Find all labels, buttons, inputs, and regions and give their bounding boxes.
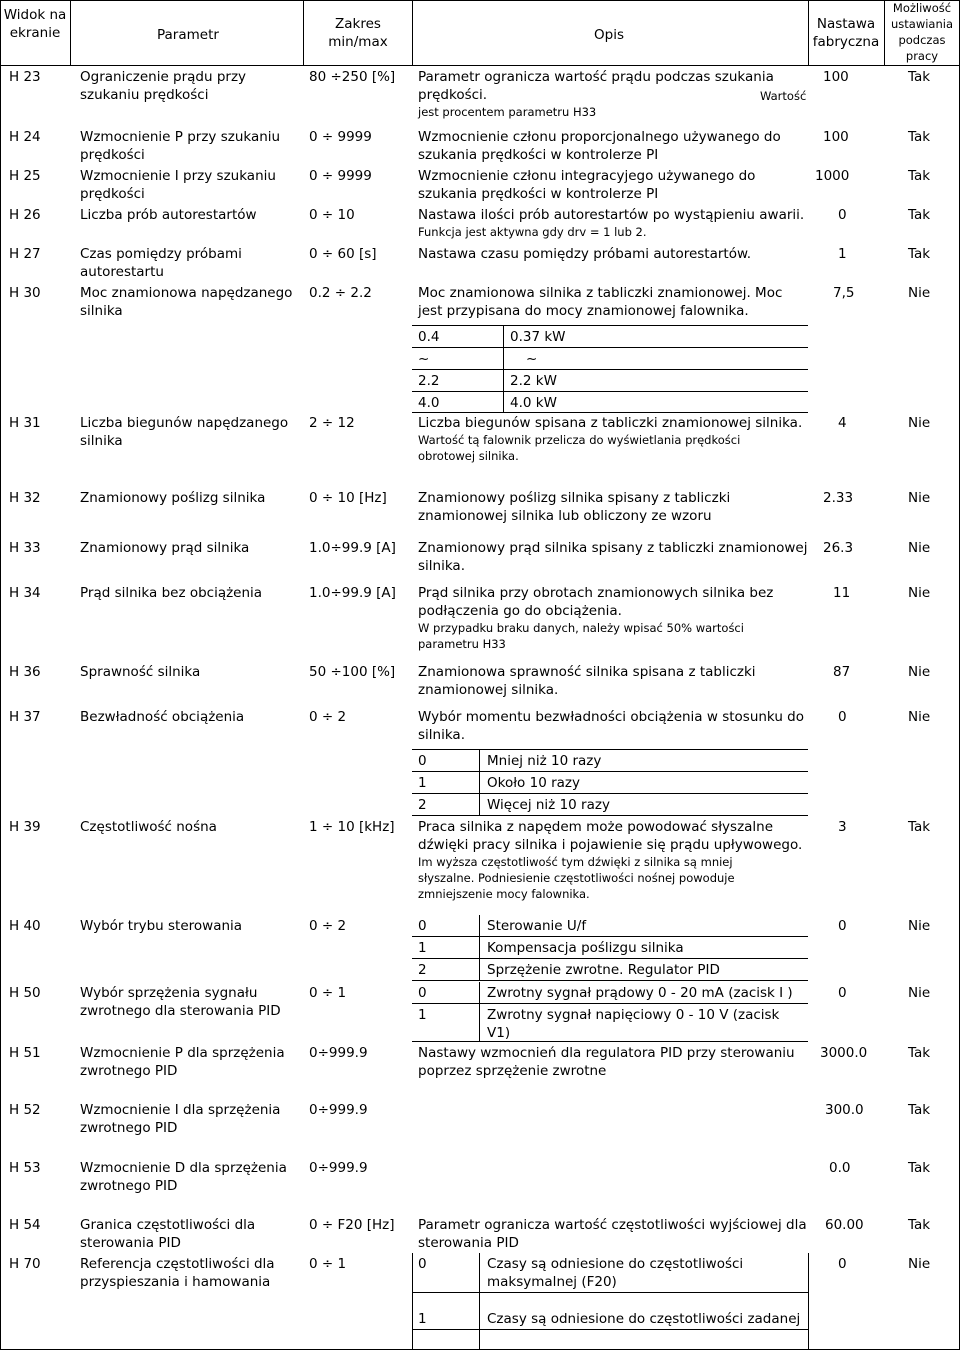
- grid-line: [479, 749, 480, 815]
- grid-line: [412, 793, 808, 794]
- grid-line: [412, 391, 808, 392]
- cell-text: Bezwładność obciążenia: [80, 709, 245, 725]
- cell-text: Zwrotny sygnał napięciowy 0 - 10 V (zacisk: [487, 1007, 780, 1023]
- grid-line: [412, 1292, 808, 1293]
- cell-text: Nie: [908, 490, 931, 506]
- cell-text: autorestartu: [80, 264, 164, 280]
- cell-text: 3000.0: [820, 1045, 868, 1061]
- cell-text: prędkości: [80, 147, 145, 163]
- parameter-code: H 37: [9, 709, 41, 725]
- parameter-code: H 36: [9, 664, 41, 680]
- cell-text: Wzmocnienie P przy szukaniu: [80, 129, 281, 145]
- cell-text: przyspieszania i hamowania: [80, 1274, 271, 1290]
- cell-text: Tak: [908, 1102, 931, 1118]
- cell-text: jest przypisana do mocy znamionowej falownika.: [418, 303, 749, 319]
- cell-text: 0.2 ÷ 2.2: [309, 285, 372, 301]
- parameter-code: H 70: [9, 1256, 41, 1272]
- grid-line: [70, 0, 71, 65]
- parameter-code: H 53: [9, 1160, 41, 1176]
- cell-text: Tak: [908, 1217, 931, 1233]
- cell-text: Znamionowy poślizg silnika spisany z tabliczki: [418, 490, 731, 506]
- parameter-code: H 34: [9, 585, 41, 601]
- cell-text: Wartość: [760, 89, 807, 103]
- cell-text: Referencja częstotliwości dla: [80, 1256, 275, 1272]
- cell-text: 0.0: [829, 1160, 851, 1176]
- cell-text: Wzmocnienie D dla sprzężenia: [80, 1160, 287, 1176]
- cell-text: Granica częstotliwości dla: [80, 1217, 256, 1233]
- grid-line: [412, 936, 808, 937]
- cell-text: zwrotnego PID: [80, 1063, 178, 1079]
- cell-text: Tak: [908, 819, 931, 835]
- cell-text: Nie: [908, 585, 931, 601]
- cell-text: Nie: [908, 415, 931, 431]
- grid-line: [412, 1041, 808, 1042]
- cell-text: Kompensacja poślizgu silnika: [487, 940, 684, 956]
- grid-line: [412, 369, 808, 370]
- cell-text: Tak: [908, 207, 931, 223]
- cell-text: zwrotnego PID: [80, 1178, 178, 1194]
- grid-line: [412, 325, 808, 326]
- cell-text: 2.2: [418, 373, 440, 389]
- cell-text: Im wyższa częstotliwość tym dźwięki z silnika są mniej: [418, 855, 733, 869]
- cell-text: znamionowej silnika lub obliczony ze wzoru: [418, 508, 712, 524]
- cell-text: 100: [823, 69, 849, 85]
- cell-text: Moc znamionowa silnika z tabliczki znamionowej. Moc: [418, 285, 783, 301]
- cell-text: 2: [418, 797, 427, 813]
- cell-text: Znamionowa sprawność silnika spisana z tabliczki: [418, 664, 756, 680]
- parameter-code: H 25: [9, 168, 41, 184]
- grid-line: [0, 0, 1, 1350]
- header-nastawa: Nastawa fabryczna: [812, 16, 880, 50]
- grid-line: [479, 982, 480, 1041]
- parameter-code: H 23: [9, 69, 41, 85]
- cell-text: 1: [418, 1007, 427, 1023]
- grid-line: [412, 1003, 808, 1004]
- cell-text: 0÷999.9: [309, 1045, 368, 1061]
- cell-text: Tak: [908, 1160, 931, 1176]
- cell-text: zwrotnego PID: [80, 1120, 178, 1136]
- header-mozliwosc: Możliwość ustawiania podczas pracy: [890, 1, 953, 63]
- cell-text: 0÷999.9: [309, 1160, 368, 1176]
- cell-text: sterowania PID: [80, 1235, 181, 1251]
- cell-text: 0 ÷ 10: [309, 207, 355, 223]
- cell-text: zwrotnego dla sterowania PID: [80, 1003, 281, 1019]
- cell-text: 1 ÷ 10 [kHz]: [309, 819, 395, 835]
- cell-text: jest procentem parametru H33: [418, 105, 597, 119]
- cell-text: Wzmocnienie I przy szukaniu: [80, 168, 276, 184]
- cell-text: 7,5: [833, 285, 855, 301]
- cell-text: szukania prędkości w kontrolerze PI: [418, 147, 659, 163]
- cell-text: prędkości.: [418, 87, 488, 103]
- grid-line: [412, 347, 808, 348]
- cell-text: 1.0÷99.9 [A]: [309, 540, 396, 556]
- cell-text: Około 10 razy: [487, 775, 580, 791]
- grid-line: [412, 749, 808, 750]
- cell-text: 26.3: [823, 540, 854, 556]
- cell-text: Prąd silnika bez obciążenia: [80, 585, 263, 601]
- cell-text: 11: [833, 585, 851, 601]
- cell-text: 0÷999.9: [309, 1102, 368, 1118]
- cell-text: znamionowej silnika.: [418, 682, 559, 698]
- cell-text: Nie: [908, 285, 931, 301]
- parameter-code: H 40: [9, 918, 41, 934]
- grid-line: [884, 0, 885, 65]
- cell-text: ~: [526, 351, 538, 367]
- cell-text: 0: [838, 709, 847, 725]
- cell-text: Nastawy wzmocnień dla regulatora PID przy sterowaniu: [418, 1045, 795, 1061]
- parameter-code: H 50: [9, 985, 41, 1001]
- parameter-code: H 39: [9, 819, 41, 835]
- parameter-code: H 24: [9, 129, 41, 145]
- grid-line: [412, 958, 808, 959]
- cell-text: Czas pomiędzy próbami: [80, 246, 242, 262]
- cell-text: Wybór sprzężenia sygnału: [80, 985, 258, 1001]
- cell-text: Tak: [908, 69, 931, 85]
- header-parametr: Parametr: [157, 27, 219, 43]
- cell-text: Nie: [908, 709, 931, 725]
- cell-text: 0 ÷ 10 [Hz]: [309, 490, 387, 506]
- cell-text: obrotowej silnika.: [418, 449, 519, 463]
- cell-text: Wzmocnienie członu proporcjonalnego używanego do: [418, 129, 781, 145]
- cell-text: Nie: [908, 540, 931, 556]
- cell-text: silnika: [80, 433, 123, 449]
- cell-text: Nie: [908, 1256, 931, 1272]
- cell-text: maksymalnej (F20): [487, 1274, 617, 1290]
- cell-text: parametru H33: [418, 637, 506, 651]
- cell-text: Sprawność silnika: [80, 664, 201, 680]
- cell-text: Praca silnika z napędem może powodować słyszalne: [418, 819, 774, 835]
- cell-text: Wzmocnienie I dla sprzężenia: [80, 1102, 281, 1118]
- cell-text: Ograniczenie prądu przy: [80, 69, 247, 85]
- cell-text: 80 ÷250 [%]: [309, 69, 396, 85]
- cell-text: 1: [418, 1311, 427, 1327]
- cell-text: Tak: [908, 246, 931, 262]
- cell-text: Wybór momentu bezwładności obciążenia w stosunku do: [418, 709, 805, 725]
- cell-text: Parametr ogranicza wartość prądu podczas szukania: [418, 69, 774, 85]
- grid-line: [503, 325, 504, 412]
- cell-text: słyszalne. Podniesienie częstotliwości nośnej powoduje: [418, 871, 735, 885]
- cell-text: V1): [487, 1025, 511, 1041]
- cell-text: 1.0÷99.9 [A]: [309, 585, 396, 601]
- cell-text: 2 ÷ 12: [309, 415, 355, 431]
- parameter-code: H 51: [9, 1045, 41, 1061]
- grid-line: [0, 0, 960, 1]
- cell-text: Tak: [908, 1045, 931, 1061]
- grid-line: [0, 65, 960, 66]
- cell-text: 2.33: [823, 490, 854, 506]
- cell-text: 0 ÷ 1: [309, 985, 347, 1001]
- grid-line: [479, 1253, 480, 1349]
- cell-text: Wzmocnienie członu integracyjego używanego do: [418, 168, 756, 184]
- cell-text: zmniejszenie mocy falownika.: [418, 887, 590, 901]
- cell-text: 300.0: [825, 1102, 864, 1118]
- cell-text: 0 ÷ 2: [309, 918, 347, 934]
- grid-line: [808, 0, 809, 65]
- cell-text: Liczba prób autorestartów: [80, 207, 257, 223]
- cell-text: 4.0: [418, 395, 440, 411]
- cell-text: 0 ÷ 2: [309, 709, 347, 725]
- cell-text: Znamionowy poślizg silnika: [80, 490, 266, 506]
- grid-line: [808, 1253, 809, 1349]
- cell-text: Nie: [908, 918, 931, 934]
- cell-text: 0 ÷ 60 [s]: [309, 246, 377, 262]
- grid-line: [412, 1253, 413, 1349]
- cell-text: 50 ÷100 [%]: [309, 664, 396, 680]
- parameter-code: H 31: [9, 415, 41, 431]
- cell-text: 0: [838, 985, 847, 1001]
- cell-text: Wzmocnienie P dla sprzężenia: [80, 1045, 285, 1061]
- parameter-code: H 26: [9, 207, 41, 223]
- cell-text: 0: [838, 1256, 847, 1272]
- cell-text: Nastawa czasu pomiędzy próbami autorestartów.: [418, 246, 752, 262]
- grid-line: [412, 980, 808, 981]
- cell-text: Funkcja jest aktywna gdy drv = 1 lub 2.: [418, 225, 647, 239]
- parameter-code: H 32: [9, 490, 41, 506]
- grid-line: [412, 815, 808, 816]
- cell-text: 0.37 kW: [510, 329, 566, 345]
- header-zakres: Zakres min/max: [328, 16, 388, 50]
- cell-text: 100: [823, 129, 849, 145]
- grid-line: [412, 771, 808, 772]
- grid-line: [0, 1349, 960, 1350]
- cell-text: 2: [418, 962, 427, 978]
- cell-text: 3: [838, 819, 847, 835]
- cell-text: 0: [418, 985, 427, 1001]
- parameter-code: H 27: [9, 246, 41, 262]
- parameter-code: H 33: [9, 540, 41, 556]
- cell-text: Znamionowy prąd silnika: [80, 540, 250, 556]
- cell-text: 4.0 kW: [510, 395, 557, 411]
- cell-text: 1: [838, 246, 847, 262]
- cell-text: silnika.: [418, 727, 465, 743]
- cell-text: 1: [418, 775, 427, 791]
- cell-text: 0 ÷ 9999: [309, 129, 372, 145]
- grid-line: [412, 0, 413, 65]
- cell-text: prędkości: [80, 186, 145, 202]
- cell-text: dźwięki pracy silnika i pojawienie się prądu upływowego.: [418, 837, 803, 853]
- cell-text: 0: [838, 918, 847, 934]
- cell-text: Zwrotny sygnał prądowy 0 - 20 mA (zacisk I ): [487, 985, 793, 1001]
- cell-text: Tak: [908, 168, 931, 184]
- cell-text: 0: [838, 207, 847, 223]
- cell-text: Tak: [908, 129, 931, 145]
- grid-line: [412, 1329, 808, 1330]
- cell-text: Więcej niż 10 razy: [487, 797, 610, 813]
- cell-text: 1: [418, 940, 427, 956]
- cell-text: podłączenia go do obciążenia.: [418, 603, 622, 619]
- cell-text: szukaniu prędkości: [80, 87, 209, 103]
- grid-line: [412, 412, 808, 413]
- cell-text: ~: [418, 351, 430, 367]
- cell-text: Nastawa ilości prób autorestartów po wystąpieniu awarii.: [418, 207, 805, 223]
- grid-line: [479, 915, 480, 980]
- cell-text: Sprzężenie zwrotne. Regulator PID: [487, 962, 720, 978]
- cell-text: Moc znamionowa napędzanego: [80, 285, 293, 301]
- cell-text: Wybór trybu sterowania: [80, 918, 243, 934]
- cell-text: 87: [833, 664, 851, 680]
- cell-text: Nie: [908, 664, 931, 680]
- cell-text: Czasy są odniesione do częstotliwości: [487, 1256, 744, 1272]
- cell-text: Liczba biegunów napędzanego: [80, 415, 289, 431]
- cell-text: 4: [838, 415, 847, 431]
- header-opis: Opis: [594, 27, 624, 43]
- cell-text: Wartość tą falownik przelicza do wyświetlania prędkości: [418, 433, 741, 447]
- cell-text: Sterowanie U/f: [487, 918, 587, 934]
- cell-text: 0: [418, 1256, 427, 1272]
- cell-text: Liczba biegunów spisana z tabliczki znamionowej silnika.: [418, 415, 803, 431]
- cell-text: sterowania PID: [418, 1235, 519, 1251]
- parameter-code: H 52: [9, 1102, 41, 1118]
- cell-text: poprzez sprzężenie zwrotne: [418, 1063, 607, 1079]
- cell-text: 0 ÷ F20 [Hz]: [309, 1217, 395, 1233]
- header-widok: Widok na ekranie: [3, 7, 67, 41]
- parameter-code: H 54: [9, 1217, 41, 1233]
- parameter-code: H 30: [9, 285, 41, 301]
- cell-text: 0 ÷ 1: [309, 1256, 347, 1272]
- cell-text: 2.2 kW: [510, 373, 557, 389]
- cell-text: Parametr ogranicza wartość częstotliwości wyjściowej dla: [418, 1217, 807, 1233]
- cell-text: 0.4: [418, 329, 440, 345]
- cell-text: W przypadku braku danych, należy wpisać 50% wartości: [418, 621, 744, 635]
- cell-text: Znamionowy prąd silnika spisany z tabliczki znamionowej: [418, 540, 808, 556]
- cell-text: szukania prędkości w kontrolerze PI: [418, 186, 659, 202]
- cell-text: 60.00: [825, 1217, 864, 1233]
- cell-text: Mniej niż 10 razy: [487, 753, 602, 769]
- cell-text: 0: [418, 918, 427, 934]
- cell-text: Nie: [908, 985, 931, 1001]
- cell-text: Częstotliwość nośna: [80, 819, 217, 835]
- cell-text: silnika.: [418, 558, 465, 574]
- cell-text: 1000: [815, 168, 850, 184]
- cell-text: Prąd silnika przy obrotach znamionowych silnika bez: [418, 585, 774, 601]
- grid-line: [303, 0, 304, 65]
- cell-text: 0 ÷ 9999: [309, 168, 372, 184]
- cell-text: silnika: [80, 303, 123, 319]
- cell-text: Czasy są odniesione do częstotliwości zadanej: [487, 1311, 801, 1327]
- cell-text: 0: [418, 753, 427, 769]
